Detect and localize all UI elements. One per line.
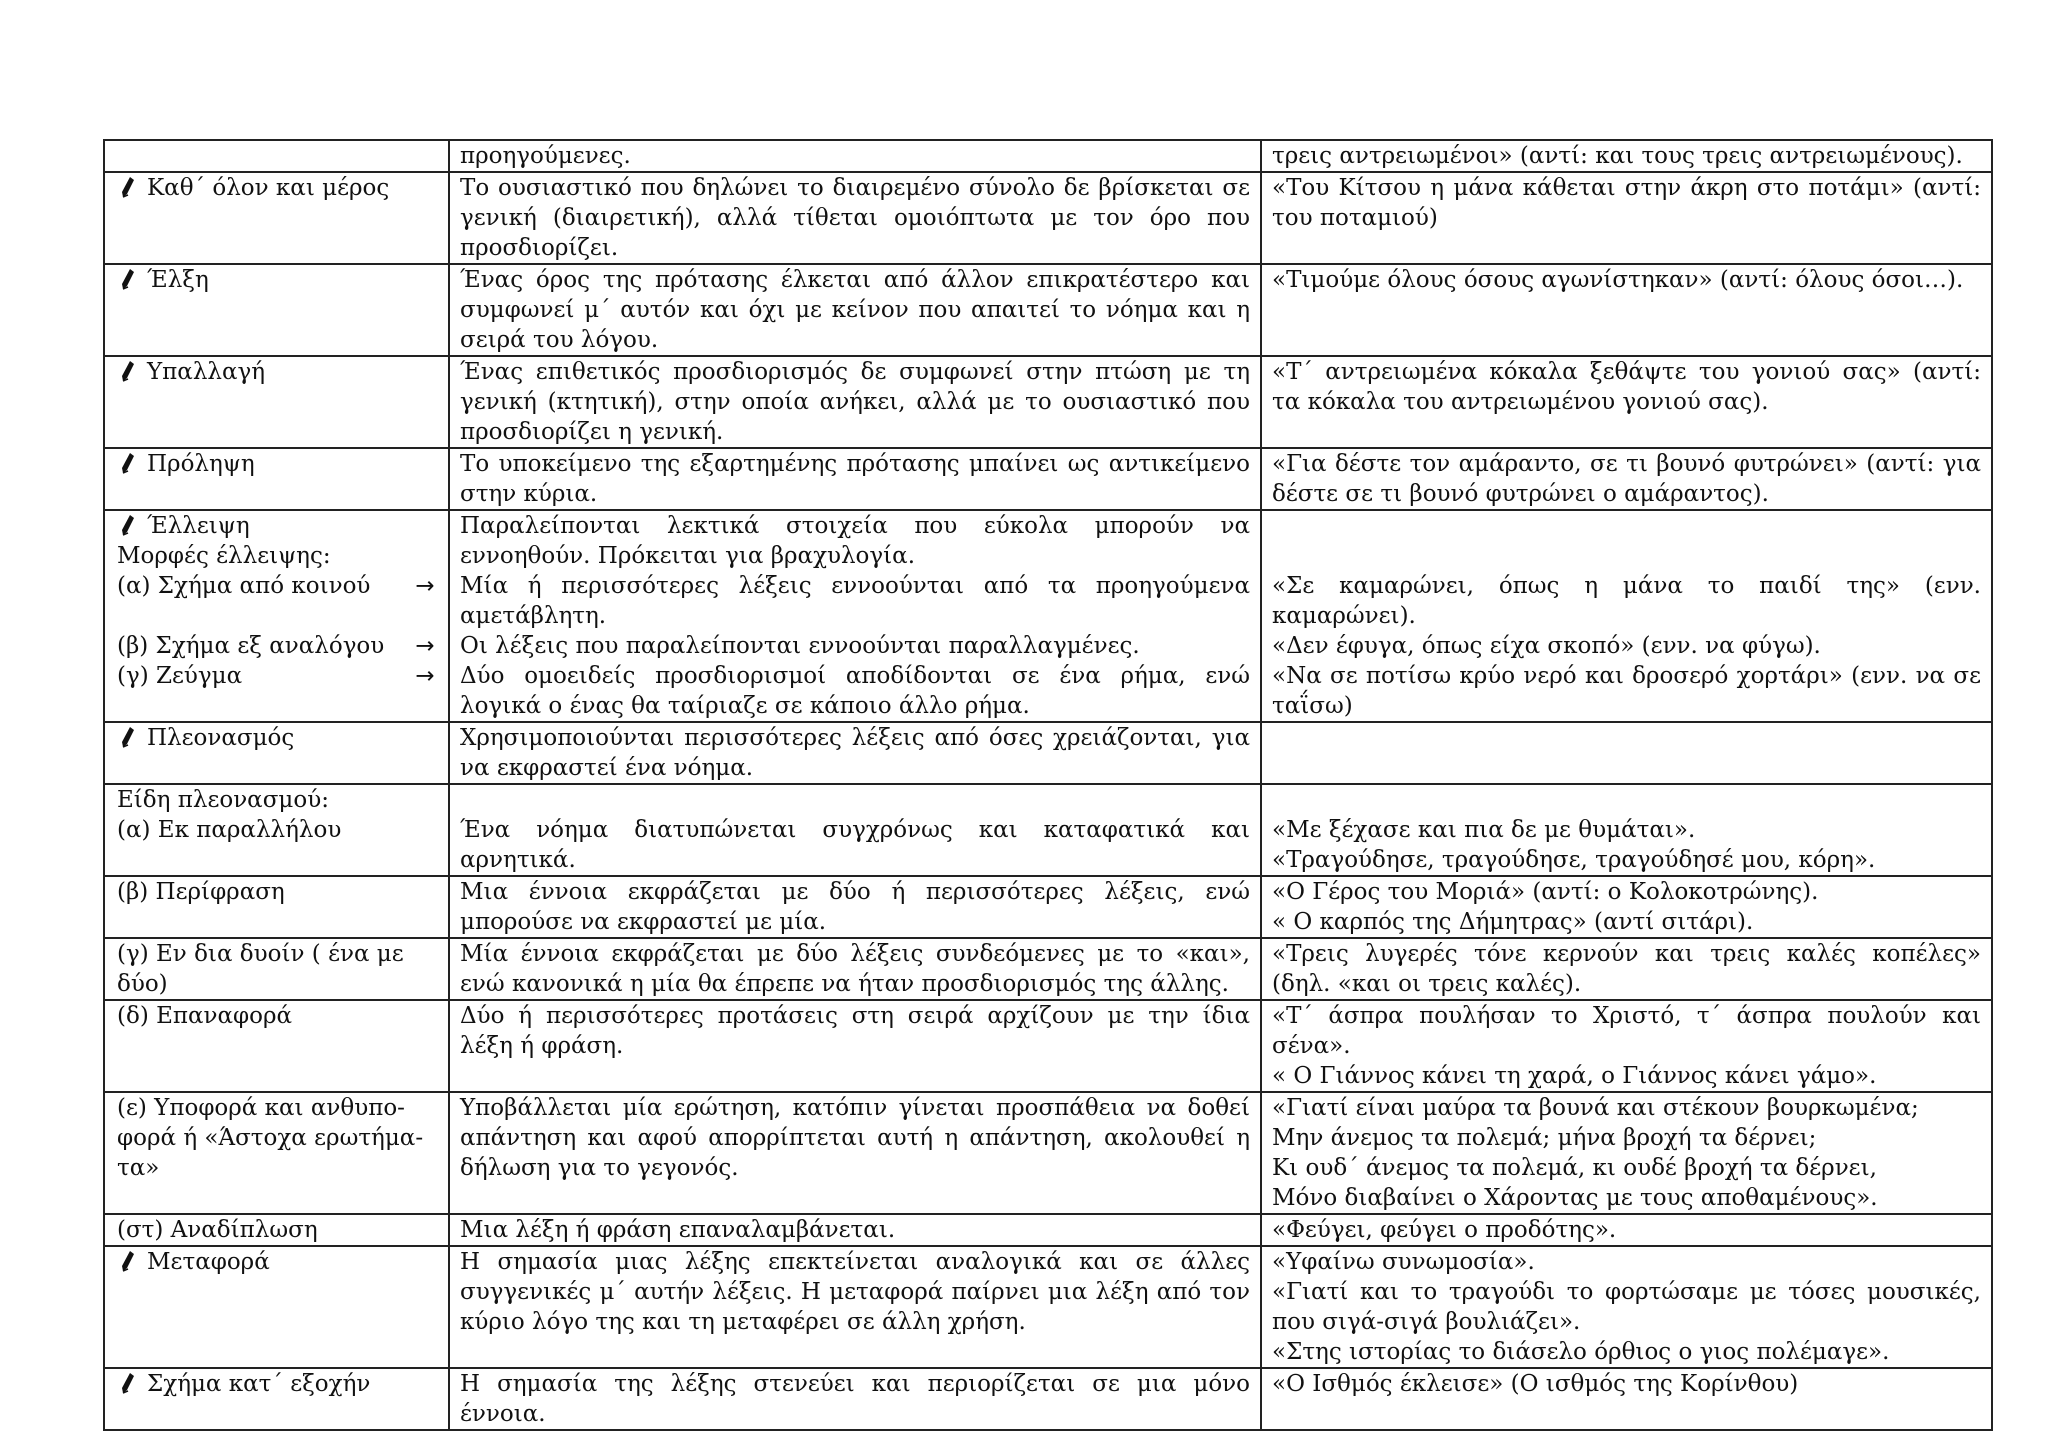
sub-label: (α) Σχήμα από κοινού	[117, 573, 371, 599]
pencil-icon	[119, 1250, 135, 1272]
definition-cell: προηγούμενες.	[449, 140, 1261, 172]
table-row	[104, 784, 1992, 876]
example-cell: «Φεύγει, φεύγει ο προδότης».	[1261, 1214, 1992, 1246]
term-label: Καθ΄ όλον και μέρος	[147, 175, 390, 201]
definition-cell: Υποβάλλεται μία ερώτηση, κατόπιν γίνεται προσπάθεια να δοθεί απάντηση και αφού απορρίπτεται αυτή η απάντηση, ακολουθεί η δήλωση για το γεγονός.	[449, 1092, 1261, 1214]
example-text: «Να σε ποτίσω κρύο νερό και δροσερό χορτάρι» (ενν. να σε ταΐσω)	[1272, 663, 1981, 719]
definition-cell: Μια έννοια εκφράζεται με δύο ή περισσότερες λέξεις, ενώ μπορούσε να εκφραστεί με μία.	[449, 876, 1261, 938]
example-cell: «Τρεις λυγερές τόνε κερνούν και τρεις καλές κοπέλες» (δηλ. «και οι τρεις καλές).	[1261, 938, 1992, 1000]
forms-label: Μορφές έλλειψης:	[117, 543, 331, 569]
example-text: « Ο Γιάννος κάνει τη χαρά, ο Γιάννος κάνει γάμο».	[1272, 1063, 1877, 1089]
example-cell	[1261, 784, 1992, 876]
right-arrow-icon: →	[415, 633, 435, 659]
example-text: Κι ουδ΄ άνεμος τα πολεμά, κι ουδέ βροχή τα δέρνει,	[1272, 1155, 1877, 1181]
example-cell	[1261, 1000, 1992, 1092]
example-cell: τρεις αντρειωμένοι» (αντί: και τους τρεις αντρειωμένους).	[1261, 140, 1992, 172]
example-cell	[1261, 876, 1992, 938]
table-row	[104, 172, 1992, 264]
example-text: «Τραγούδησε, τραγούδησε, τραγούδησέ μου, κόρη».	[1272, 847, 1876, 873]
term-label: Πρόληψη	[147, 451, 255, 477]
table-row	[104, 510, 1992, 722]
definition-text: Ένα νόημα διατυπώνεται συγχρόνως και καταφατικά και αρνητικά.	[460, 817, 1250, 873]
pencil-icon	[119, 360, 135, 382]
sub-label: (γ) Ζεύγμα	[117, 663, 243, 689]
definition-cell	[449, 510, 1261, 722]
example-cell	[1261, 1246, 1992, 1368]
table-row	[104, 938, 1992, 1000]
definition-cell: Μια λέξη ή φράση επαναλαμβάνεται.	[449, 1214, 1261, 1246]
definition-cell: Ένας όρος της πρότασης έλκεται από άλλον επικρατέστερο και συμφωνεί μ΄ αυτόν και όχι με κείνον που απαιτεί το νόημα και η σειρά του λόγου.	[449, 264, 1261, 356]
term-label: τα»	[117, 1155, 160, 1181]
term-cell	[104, 264, 449, 356]
definition-cell: Το υποκείμενο της εξαρτημένης πρότασης μπαίνει ως αντικείμενο στην κύρια.	[449, 448, 1261, 510]
term-cell	[104, 1246, 449, 1368]
definition-cell: Μία έννοια εκφράζεται με δύο λέξεις συνδεόμενες με το «και», ενώ κανονικά η μία θα έπρεπε να ήταν προσδιορισμός της άλλης.	[449, 938, 1261, 1000]
example-text: Μόνο διαβαίνει ο Χάροντας με τους αποθαμένους».	[1272, 1185, 1878, 1211]
table-row	[104, 876, 1992, 938]
example-text: «Ο Γέρος του Μοριά» (αντί: ο Κολοκοτρώνης).	[1272, 879, 1819, 905]
term-cell: (στ) Αναδίπλωση	[104, 1214, 449, 1246]
example-text: «Με ξέχασε και πια δε με θυμάται».	[1272, 817, 1696, 843]
pencil-icon	[119, 1372, 135, 1394]
example-text: Μην άνεμος τα πολεμά; μήνα βροχή τα δέρνει;	[1272, 1125, 1817, 1151]
definition-cell: Η σημασία της λέξης στενεύει και περιορίζεται σε μια μόνο έννοια.	[449, 1368, 1261, 1430]
example-text: «Στης ιστορίας το διάσελο όρθιος ο γιος πολέμαγε».	[1272, 1339, 1890, 1365]
table-row	[104, 264, 1992, 356]
term-label: (α) Εκ παραλλήλου	[117, 817, 342, 843]
table-row	[104, 1368, 1992, 1430]
term-label: (ε) Υποφορά και ανθυπο-	[117, 1095, 405, 1121]
term-label: Υπαλλαγή	[147, 359, 266, 385]
group-heading: Είδη πλεονασμού:	[117, 787, 329, 813]
term-cell	[104, 784, 449, 876]
pencil-icon	[119, 726, 135, 748]
figures-of-speech-table	[103, 139, 1993, 1431]
pencil-icon	[119, 514, 135, 536]
term-cell	[104, 356, 449, 448]
example-text: «Σε καμαρώνει, όπως η μάνα το παιδί της» (ενν. καμαρώνει).	[1272, 573, 1981, 629]
table-row	[104, 1214, 1992, 1246]
term-cell: (γ) Εν δια δυοίν ( ένα με δύο)	[104, 938, 449, 1000]
example-cell: «Του Κίτσου η μάνα κάθεται στην άκρη στο ποτάμι» (αντί: του ποταμιού)	[1261, 172, 1992, 264]
sub-item	[117, 661, 438, 691]
right-arrow-icon: →	[415, 573, 435, 599]
term-cell: (δ) Επαναφορά	[104, 1000, 449, 1092]
pencil-icon	[119, 176, 135, 198]
sub-item	[117, 571, 438, 601]
example-text: «Υφαίνω συνωμοσία».	[1272, 1249, 1535, 1275]
sub-label: (β) Σχήμα εξ αναλόγου	[117, 633, 385, 659]
example-cell: «Ο Ισθμός έκλεισε» (Ο ισθμός της Κορίνθου)	[1261, 1368, 1992, 1430]
table-row	[104, 448, 1992, 510]
definition-cell: Το ουσιαστικό που δηλώνει το διαιρεμένο σύνολο δε βρίσκεται σε γενική (διαιρετική), αλλά τίθεται ομοιόπτωτα με τον όρο που προσδιορίζει.	[449, 172, 1261, 264]
table-row	[104, 1092, 1992, 1214]
sub-item	[117, 631, 438, 661]
term-cell	[104, 448, 449, 510]
term-cell	[104, 722, 449, 784]
term-cell	[104, 1092, 449, 1214]
definition-cell: Η σημασία μιας λέξης επεκτείνεται αναλογικά και σε άλλες συγγενικές μ΄ αυτήν λέξεις. Η μεταφορά παίρνει μια λέξη από τον κύριο λόγο της και τη μεταφέρει σε άλλη χρήση.	[449, 1246, 1261, 1368]
term-label: Έλλειψη	[147, 513, 250, 539]
pencil-icon	[119, 268, 135, 290]
table-row	[104, 1000, 1992, 1092]
pencil-icon	[119, 452, 135, 474]
definition-text: Οι λέξεις που παραλείπονται εννοούνται παραλλαγμένες.	[460, 633, 1140, 659]
definition-text: Παραλείπονται λεκτικά στοιχεία που εύκολα μπορούν να εννοηθούν. Πρόκειται για βραχυλογία.	[460, 513, 1250, 569]
table-row	[104, 722, 1992, 784]
example-cell: «Τιμούμε όλους όσους αγωνίστηκαν» (αντί: όλους όσοι…).	[1261, 264, 1992, 356]
example-text: « Ο καρπός της Δήμητρας» (αντί σιτάρι).	[1272, 909, 1754, 935]
definition-cell: Δύο ή περισσότερες προτάσεις στη σειρά αρχίζουν με την ίδια λέξη ή φράση.	[449, 1000, 1261, 1092]
example-cell	[1261, 722, 1992, 784]
definition-cell: Χρησιμοποιούνται περισσότερες λέξεις από όσες χρειάζονται, για να εκφραστεί ένα νόημα.	[449, 722, 1261, 784]
example-cell: «Για δέστε τον αμάραντο, σε τι βουνό φυτρώνει» (αντί: για δέστε σε τι βουνό φυτρώνει ο αμάραντος).	[1261, 448, 1992, 510]
term-cell	[104, 1368, 449, 1430]
term-label: Έλξη	[147, 267, 209, 293]
term-cell	[104, 510, 449, 722]
example-text: «Δεν έφυγα, όπως είχα σκοπό» (ενν. να φύγω).	[1272, 633, 1821, 659]
right-arrow-icon: →	[415, 663, 435, 689]
term-label: φορά ή «Άστοχα ερωτήμα-	[117, 1125, 424, 1151]
definition-cell: Ένας επιθετικός προσδιορισμός δε συμφωνεί στην πτώση με τη γενική (κτητική), στην οποία ανήκει, αλλά με το ουσιαστικό που προσδιορίζει η γενική.	[449, 356, 1261, 448]
definition-cell	[449, 784, 1261, 876]
example-text: «Γιατί είναι μαύρα τα βουνά και στέκουν βουρκωμένα;	[1272, 1095, 1919, 1121]
example-cell	[1261, 1092, 1992, 1214]
term-cell	[104, 140, 449, 172]
definition-text: Μία ή περισσότερες λέξεις εννοούνται από τα προηγούμενα αμετάβλητη.	[460, 573, 1250, 629]
table-row	[104, 1246, 1992, 1368]
example-cell	[1261, 510, 1992, 722]
table-row	[104, 140, 1992, 172]
example-cell: «Τ΄ αντρειωμένα κόκαλα ξεθάψτε του γονιού σας» (αντί: τα κόκαλα του αντρειωμένου γονιού σας).	[1261, 356, 1992, 448]
table-row	[104, 356, 1992, 448]
definition-text: Δύο ομοειδείς προσδιορισμοί αποδίδονται σε ένα ρήμα, ενώ λογικά ο ένας θα ταίριαζε σε κάποιο άλλο ρήμα.	[460, 663, 1250, 719]
example-text: «Γιατί και το τραγούδι το φορτώσαμε με τόσες μουσικές, που σιγά-σιγά βουλιάζει».	[1272, 1279, 1981, 1335]
term-cell	[104, 172, 449, 264]
term-label: Πλεονασμός	[147, 725, 295, 751]
term-label: Μεταφορά	[147, 1249, 270, 1275]
example-text: «Τ΄ άσπρα πουλήσαν το Χριστό, τ΄ άσπρα πουλούν και σένα».	[1272, 1003, 1981, 1059]
term-label: Σχήμα κατ΄ εξοχήν	[147, 1371, 371, 1397]
term-cell: (β) Περίφραση	[104, 876, 449, 938]
